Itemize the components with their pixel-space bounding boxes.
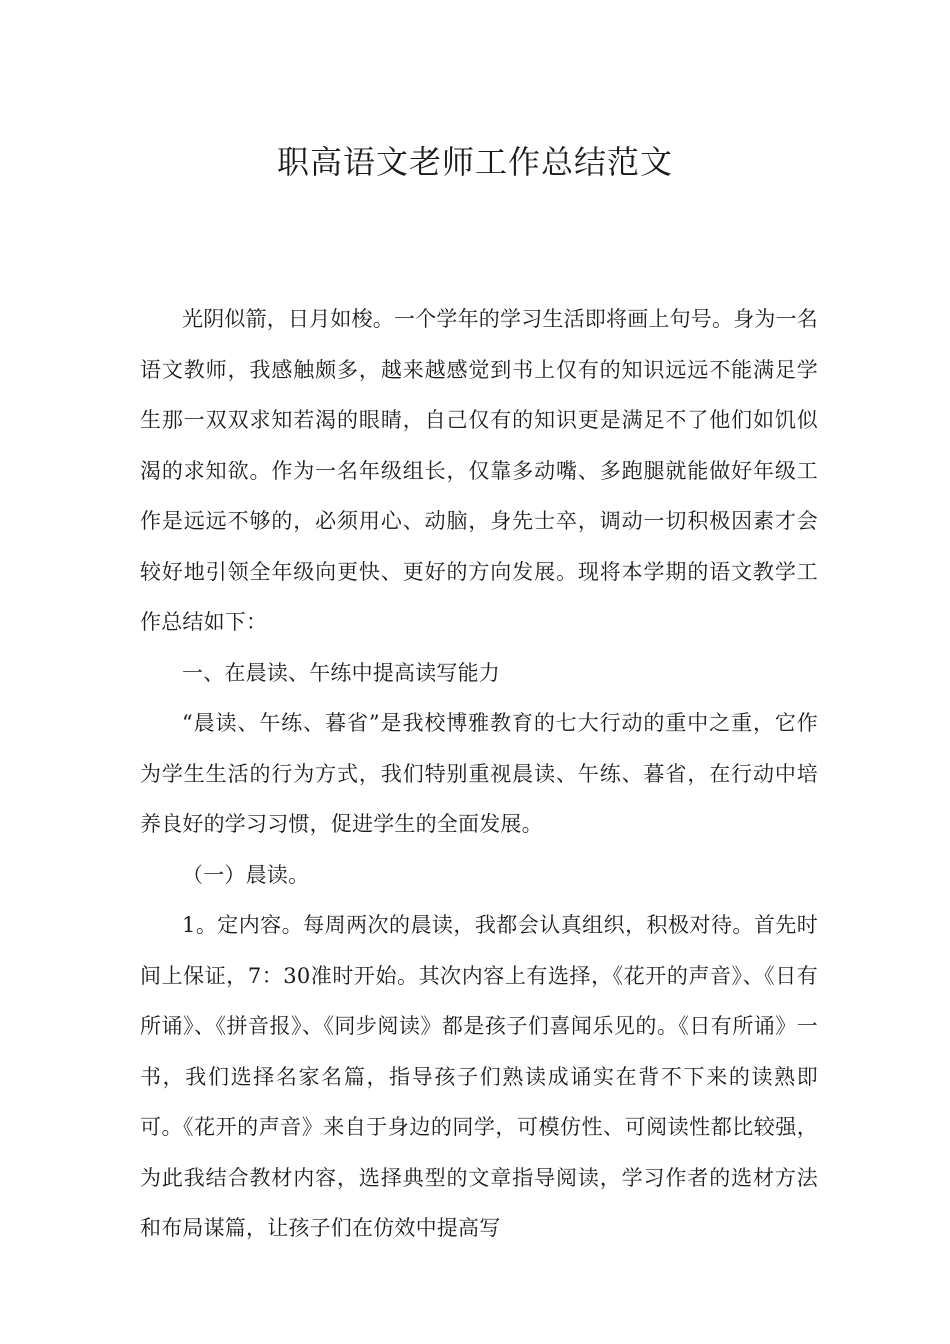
paragraph-intro: 光阴似箭，日月如梭。一个学年的学习生活即将画上句号。身为一名语文教师，我感触颇多，越来越感觉到书上仅有的知识远远不能满足学生那一双双求知若渴的眼睛，自己仅有的知识更是满足不了他们如饥似渴的求知欲。作为一名年级组长，仅靠多动嘴、多跑腿就能做好年级工作是远远不够的，必须用心、动脑，身先士卒，调动一切积极因素才会较好地引领全年级向更快、更好的方向发展。现将本学期的语文教学工作总结如下：: [140, 307, 818, 634]
document-body: [140, 294, 818, 1254]
paragraph-item-1: 1。定内容。每周两次的晨读，我都会认真组织，积极对待。首先时间上保证，7：30准时开始。其次内容上有选择，《花开的声音》、《日有所诵》、《拼音报》、《同步阅读》都是孩子们喜闻乐见的。《日有所诵》一书，我们选择名家名篇，指导孩子们熟读成诵实在背不下来的读熟即可。《花开的声音》来自于身边的同学，可模仿性、可阅读性都比较强，为此我结合教材内容，选择典型的文章指导阅读，学习作者的选材方法和布局谋篇，让孩子们在仿效中提高写: [140, 913, 818, 1240]
subsection-heading-morning-reading: （一）晨读。: [182, 862, 310, 887]
section-heading-1: 一、在晨读、午练中提高读写能力: [182, 660, 500, 685]
paragraph-section-1: “晨读、午练、暮省”是我校博雅教育的七大行动的重中之重，它作为学生生活的行为方式，我们特别重视晨读、午练、暮省，在行动中培养良好的学习习惯，促进学生的全面发展。: [140, 711, 818, 836]
document-title: 职高语文老师工作总结范文: [276, 143, 673, 181]
